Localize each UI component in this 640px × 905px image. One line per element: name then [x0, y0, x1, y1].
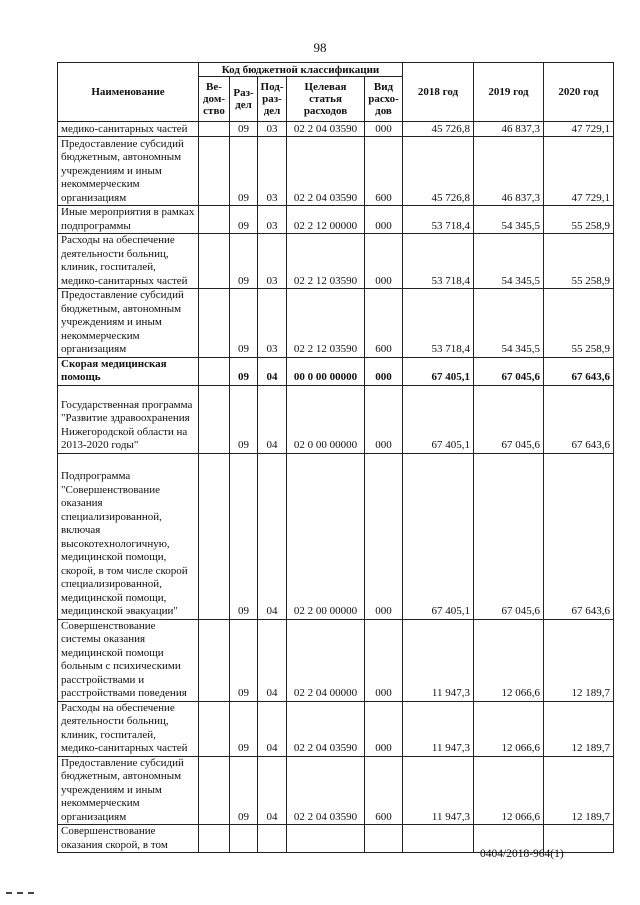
table-cell-celevaya: 00 0 00 00000	[287, 357, 365, 385]
table-cell-razdel	[230, 825, 258, 853]
table-cell-vedomstvo	[199, 137, 230, 206]
table-cell-vedomstvo	[199, 289, 230, 358]
table-row	[58, 206, 614, 234]
table-row	[58, 137, 614, 206]
table-body	[58, 122, 614, 853]
table-cell-2019: 67 045,6	[474, 385, 544, 453]
table-cell-vedomstvo	[199, 701, 230, 756]
table-cell-2020: 55 258,9	[544, 289, 614, 358]
table-row	[58, 289, 614, 358]
row-name-text: медико-санитарных частей	[61, 122, 188, 135]
row-name-text: Государственная программа "Развитие здравоохранения Нижегородской области на 2013-2020 годы"	[61, 398, 193, 451]
table-cell-vid: 000	[365, 619, 403, 701]
table-cell-2018: 53 718,4	[403, 234, 474, 289]
table-cell-2019: 54 345,5	[474, 234, 544, 289]
table-cell-2020: 12 189,7	[544, 756, 614, 825]
table-cell-vedomstvo	[199, 206, 230, 234]
table-cell-2018: 45 726,8	[403, 122, 474, 137]
header-vedomstvo: Ве-дом-ство	[199, 77, 230, 122]
row-name-text: Подпрограмма "Совершенствование оказания специализированной, включая высокотехнологичную, медицинской помощи, скорой, в том числе скорой специализированной, медицинской помощи, медицинской эвакуации"	[61, 470, 188, 617]
table-row	[58, 453, 614, 619]
table-cell-podrazdel: 03	[258, 122, 287, 137]
table-cell-name	[58, 453, 199, 619]
table-cell-name	[58, 234, 199, 289]
table-cell-vid	[365, 825, 403, 853]
table-cell-razdel: 09	[230, 122, 258, 137]
table-cell-vid: 000	[365, 701, 403, 756]
table-cell-razdel: 09	[230, 756, 258, 825]
page-number: 98	[313, 40, 327, 55]
table-cell-razdel: 09	[230, 206, 258, 234]
table-cell-celevaya: 02 2 00 00000	[287, 453, 365, 619]
table-row	[58, 122, 614, 137]
table-cell-2018: 11 947,3	[403, 756, 474, 825]
table-cell-podrazdel: 03	[258, 234, 287, 289]
table-cell-podrazdel	[258, 825, 287, 853]
table-cell-name	[58, 385, 199, 453]
table-cell-razdel: 09	[230, 385, 258, 453]
table-cell-celevaya: 02 2 04 03590	[287, 122, 365, 137]
table-cell-vid: 000	[365, 234, 403, 289]
table-cell-name	[58, 289, 199, 358]
table-cell-2020: 67 643,6	[544, 357, 614, 385]
header-celevaya: Целевая статья расходов	[287, 77, 365, 122]
table-cell-2019: 46 837,3	[474, 137, 544, 206]
table-cell-2019: 12 066,6	[474, 756, 544, 825]
table-cell-2020: 55 258,9	[544, 206, 614, 234]
table-cell-vedomstvo	[199, 234, 230, 289]
table-row	[58, 756, 614, 825]
table-row	[58, 234, 614, 289]
table-cell-vid: 000	[365, 385, 403, 453]
table-cell-celevaya: 02 2 04 00000	[287, 619, 365, 701]
table-cell-2020: 67 643,6	[544, 385, 614, 453]
table-cell-celevaya: 02 2 12 00000	[287, 206, 365, 234]
table-cell-name	[58, 619, 199, 701]
table-cell-2019: 12 066,6	[474, 701, 544, 756]
table-cell-vid: 000	[365, 122, 403, 137]
table-cell-2018	[403, 825, 474, 853]
table-cell-razdel: 09	[230, 453, 258, 619]
row-name-text: Иные мероприятия в рамках подпрограммы	[61, 206, 195, 232]
table-cell-2019: 46 837,3	[474, 122, 544, 137]
table-cell-2020: 47 729,1	[544, 137, 614, 206]
table-cell-podrazdel: 04	[258, 619, 287, 701]
table-cell-2019: 67 045,6	[474, 357, 544, 385]
table-cell-2020: 67 643,6	[544, 453, 614, 619]
table-cell-razdel: 09	[230, 234, 258, 289]
header-2018: 2018 год	[403, 63, 474, 122]
table-cell-2020: 47 729,1	[544, 122, 614, 137]
table-cell-vedomstvo	[199, 122, 230, 137]
table-cell-vedomstvo	[199, 453, 230, 619]
table-cell-celevaya: 02 2 12 03590	[287, 234, 365, 289]
row-name-text: Совершенствование системы оказания медицинской помощи больным с психическими расстройствами и расстройствами поведения	[61, 619, 187, 699]
scan-mark	[6, 892, 34, 899]
table-cell-celevaya	[287, 825, 365, 853]
row-name-text: Скорая медицинская помощь	[61, 357, 167, 383]
table-cell-podrazdel: 03	[258, 289, 287, 358]
table-cell-vedomstvo	[199, 385, 230, 453]
table-cell-podrazdel: 04	[258, 701, 287, 756]
header-2020: 2020 год	[544, 63, 614, 122]
row-name-text: Предоставление субсидий бюджетным, автономным учреждениям и иным некоммерческим организациям	[61, 289, 184, 355]
table-cell-2020: 12 189,7	[544, 619, 614, 701]
table-cell-name	[58, 206, 199, 234]
row-name-text: Предоставление субсидий бюджетным, автономным учреждениям и иным некоммерческим организациям	[61, 756, 184, 823]
table-cell-2018: 67 405,1	[403, 357, 474, 385]
table-cell-razdel: 09	[230, 137, 258, 206]
table-cell-2020: 55 258,9	[544, 234, 614, 289]
row-name-text: Расходы на обеспечение деятельности больниц, клиник, госпиталей, медико-санитарных частей	[61, 701, 188, 754]
table-cell-razdel: 09	[230, 701, 258, 756]
budget-table	[57, 62, 614, 853]
header-vid: Вид расхо-дов	[365, 77, 403, 122]
table-cell-2018: 67 405,1	[403, 385, 474, 453]
table-cell-name	[58, 825, 199, 853]
table-cell-name	[58, 701, 199, 756]
table-row	[58, 357, 614, 385]
table-cell-vedomstvo	[199, 619, 230, 701]
row-name-text: Расходы на обеспечение деятельности больниц, клиник, госпиталей, медико-санитарных частей	[61, 234, 188, 287]
table-cell-vid: 600	[365, 756, 403, 825]
table-cell-name	[58, 756, 199, 825]
table-cell-name	[58, 357, 199, 385]
table-cell-razdel: 09	[230, 357, 258, 385]
table-cell-razdel: 09	[230, 289, 258, 358]
table-cell-podrazdel: 04	[258, 357, 287, 385]
table-cell-vid: 000	[365, 357, 403, 385]
table-cell-podrazdel: 04	[258, 385, 287, 453]
table-cell-2020: 12 189,7	[544, 701, 614, 756]
table-cell-vid: 000	[365, 453, 403, 619]
table-cell-2018: 11 947,3	[403, 619, 474, 701]
table-cell-2018: 53 718,4	[403, 289, 474, 358]
table-row	[58, 385, 614, 453]
table-cell-2018: 11 947,3	[403, 701, 474, 756]
row-name-text: Совершенствование оказания скорой, в том	[61, 825, 168, 851]
table-cell-vedomstvo	[199, 357, 230, 385]
table-cell-podrazdel: 04	[258, 453, 287, 619]
row-name-text: Предоставление субсидий бюджетным, автономным учреждениям и иным некоммерческим организациям	[61, 137, 184, 204]
table-cell-vid: 600	[365, 289, 403, 358]
table-cell-celevaya: 02 2 04 03590	[287, 701, 365, 756]
table-cell-celevaya: 02 2 12 03590	[287, 289, 365, 358]
table-cell-2019: 54 345,5	[474, 206, 544, 234]
header-name: Наименование	[58, 63, 199, 122]
table-cell-2018: 67 405,1	[403, 453, 474, 619]
header-podrazdel: Под-раз-дел	[258, 77, 287, 122]
table-cell-razdel: 09	[230, 619, 258, 701]
table-cell-name	[58, 122, 199, 137]
table-cell-vedomstvo	[199, 756, 230, 825]
header-2019: 2019 год	[474, 63, 544, 122]
table-cell-2019: 54 345,5	[474, 289, 544, 358]
table-cell-2018: 45 726,8	[403, 137, 474, 206]
table-row	[58, 701, 614, 756]
table-row	[58, 619, 614, 701]
table-cell-podrazdel: 04	[258, 756, 287, 825]
table-cell-2018: 53 718,4	[403, 206, 474, 234]
document-id: 0404/2018-964(1)	[480, 848, 564, 860]
table-cell-2019: 12 066,6	[474, 619, 544, 701]
table-cell-podrazdel: 03	[258, 137, 287, 206]
table-cell-podrazdel: 03	[258, 206, 287, 234]
table-cell-vedomstvo	[199, 825, 230, 853]
table-cell-vid: 600	[365, 137, 403, 206]
header-razdel: Раз-дел	[230, 77, 258, 122]
table-cell-name	[58, 137, 199, 206]
table-cell-celevaya: 02 2 04 03590	[287, 756, 365, 825]
table-cell-2019: 67 045,6	[474, 453, 544, 619]
table-cell-vid: 000	[365, 206, 403, 234]
table-cell-celevaya: 02 2 04 03590	[287, 137, 365, 206]
table-cell-celevaya: 02 0 00 00000	[287, 385, 365, 453]
header-code-group: Код бюджетной классификации	[199, 63, 403, 77]
